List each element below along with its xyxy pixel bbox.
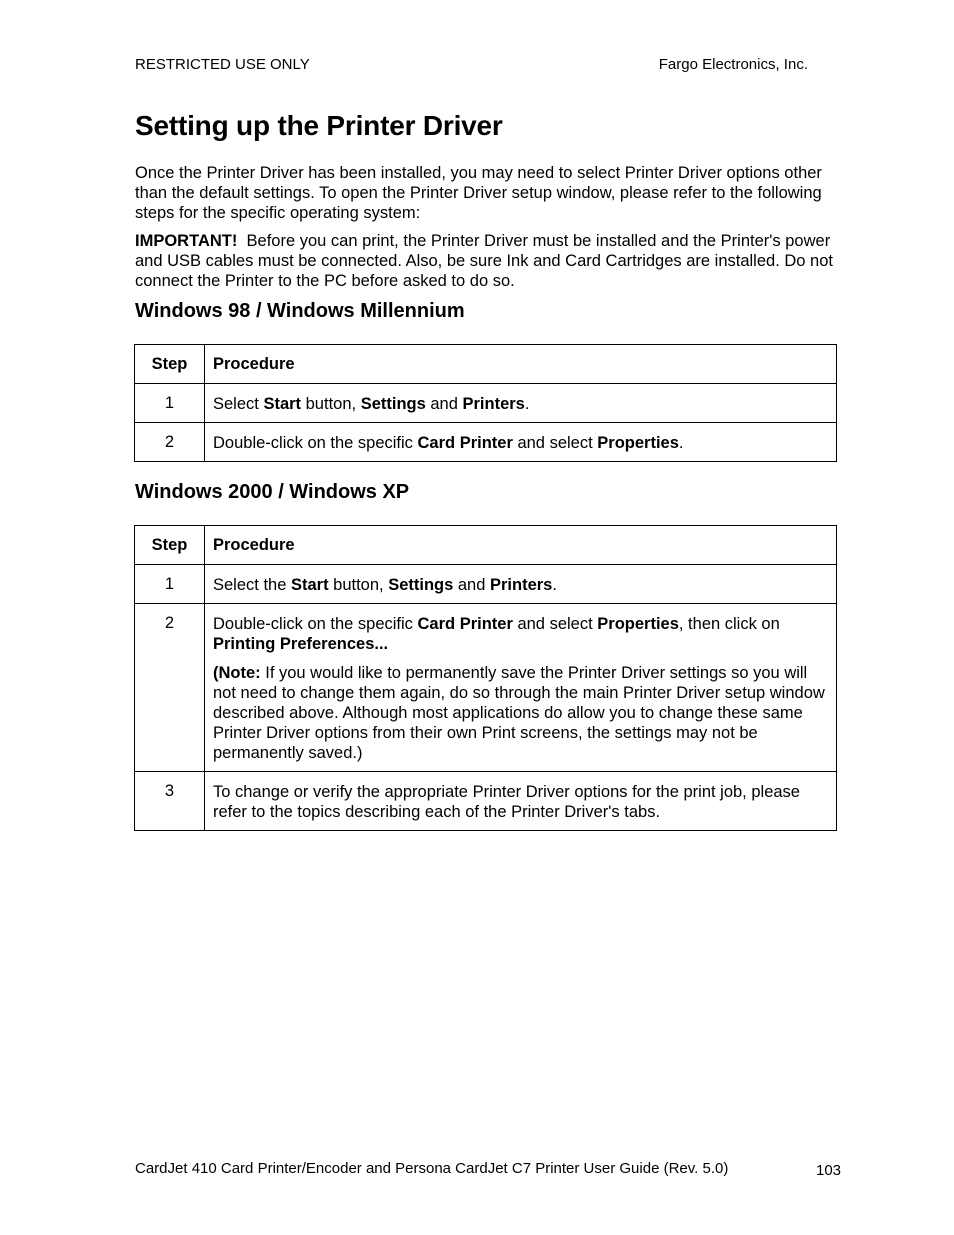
procedure-text: Double-click on the specific Card Printer and select Properties. xyxy=(205,423,837,462)
table-row xyxy=(135,772,837,831)
procedure-text xyxy=(205,604,837,772)
table-row xyxy=(135,604,837,772)
procedure-table-win98 xyxy=(134,344,837,462)
step-number: 1 xyxy=(135,565,205,604)
column-header-procedure: Procedure xyxy=(205,345,837,384)
intro-paragraph: Once the Printer Driver has been installed, you may need to select Printer Driver options other than the default settings. To open the Printer Driver setup window, please refer to the following steps for the specific operating system: xyxy=(135,164,822,222)
section-heading-win2000: Windows 2000 / Windows XP xyxy=(135,481,410,503)
column-header-procedure: Procedure xyxy=(205,526,837,565)
table-row xyxy=(135,565,837,604)
procedure-table-win2000 xyxy=(134,525,837,831)
step-number: 1 xyxy=(135,384,205,423)
important-paragraph xyxy=(135,231,835,291)
footer-title: CardJet 410 Card Printer/Encoder and Persona CardJet C7 Printer User Guide (Rev. 5.0) xyxy=(135,1160,729,1177)
procedure-text: Select the Start button, Settings and Printers. xyxy=(205,565,837,604)
table-header-row xyxy=(135,526,837,565)
page-number: 103 xyxy=(816,1162,842,1179)
procedure-main: Double-click on the specific Card Printer and select Properties, then click on Printing Preferences... xyxy=(213,615,780,653)
step-number: 2 xyxy=(135,423,205,462)
step-number: 3 xyxy=(135,772,205,831)
column-header-step: Step xyxy=(135,345,205,384)
table-row xyxy=(135,423,837,462)
column-header-step: Step xyxy=(135,526,205,565)
procedure-note: (Note: If you would like to permanently save the Printer Driver settings so you will not need to change them again, do so through the main Printer Driver setup window described above. Although most applications do allow you to change these same Printer Driver options from their own Print screens, the settings may not be permanently saved.) xyxy=(213,664,825,762)
table-row xyxy=(135,384,837,423)
important-text: Before you can print, the Printer Driver must be installed and the Printer's power and USB cables must be connected. Also, be sure Ink and Card Cartridges are installed. Do not connect the Printer to the PC before asked to do so. xyxy=(135,232,833,290)
procedure-text: To change or verify the appropriate Printer Driver options for the print job, please refer to the topics describing each of the Printer Driver's tabs. xyxy=(205,772,837,831)
step-number: 2 xyxy=(135,604,205,772)
header-right: Fargo Electronics, Inc. xyxy=(658,56,808,73)
table-header-row xyxy=(135,345,837,384)
section-heading-win98: Windows 98 / Windows Millennium xyxy=(135,300,465,322)
important-label: IMPORTANT! xyxy=(135,232,238,250)
header-left: RESTRICTED USE ONLY xyxy=(135,56,310,73)
page-title: Setting up the Printer Driver xyxy=(135,110,503,141)
procedure-text: Select Start button, Settings and Printers. xyxy=(205,384,837,423)
